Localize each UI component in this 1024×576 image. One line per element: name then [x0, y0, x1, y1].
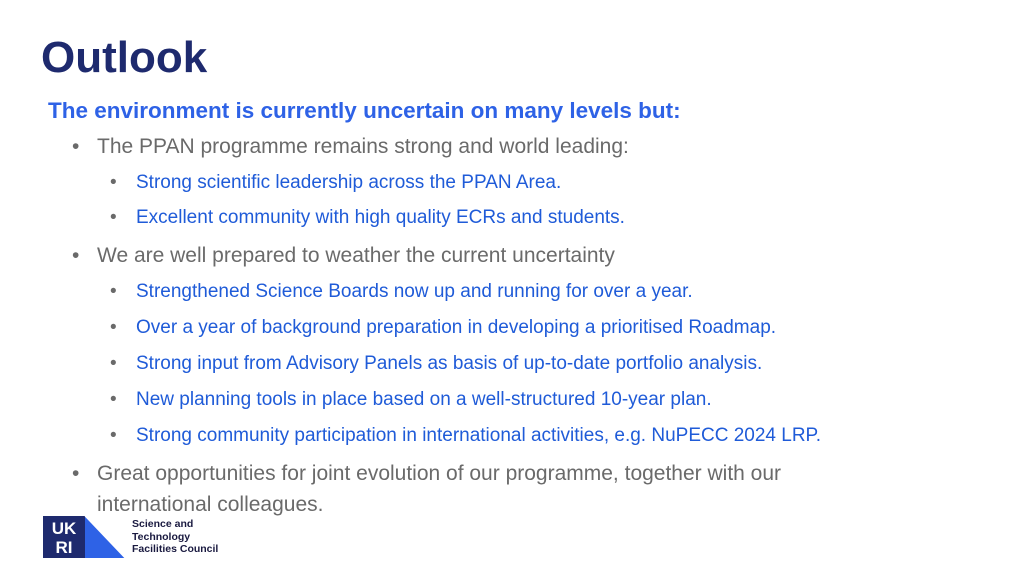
logo-text — [132, 518, 218, 556]
ukri-mark-top: UK — [51, 519, 77, 538]
sub-bullet-text: Strengthened Science Boards now up and running for over a year. — [136, 281, 693, 302]
bullet-text: The PPAN programme remains strong and world leading: — [97, 135, 629, 158]
sub-bullet-dot-icon: • — [110, 317, 117, 338]
sub-bullet-text: Over a year of background preparation in developing a prioritised Roadmap. — [136, 317, 777, 338]
ukri-mark-bottom: RI — [55, 538, 73, 557]
sub-bullet-dot-icon: • — [110, 281, 117, 302]
sub-bullet-text: New planning tools in place based on a well-structured 10-year plan. — [136, 389, 712, 410]
sub-bullet-text: Strong input from Advisory Panels as basis of up-to-date portfolio analysis. — [136, 353, 763, 374]
bullet-text: We are well prepared to weather the current uncertainty — [97, 244, 615, 267]
sub-bullet-dot-icon: • — [110, 425, 117, 446]
sub-bullet-dot-icon: • — [110, 353, 117, 374]
logo-line: Science and — [132, 518, 194, 530]
bullet-dot-icon: • — [72, 244, 80, 267]
slide-subtitle: The environment is currently uncertain on many levels but: — [48, 98, 681, 123]
bullet-dot-icon: • — [72, 462, 80, 485]
sub-bullet-text: Strong scientific leadership across the PPAN Area. — [136, 172, 562, 193]
sub-bullet-text: Strong community participation in international activities, e.g. NuPECC 2024 LRP. — [136, 425, 822, 446]
ukri-mark-icon — [43, 514, 125, 560]
logo-line: Facilities Council — [132, 543, 219, 555]
ukri-stfc-logo — [43, 514, 243, 560]
sub-bullet-dot-icon: • — [110, 207, 117, 228]
slide-title: Outlook — [41, 33, 208, 82]
sub-bullet-text: Excellent community with high quality ECRs and students. — [136, 207, 625, 228]
sub-bullet-dot-icon: • — [110, 389, 117, 410]
logo-line: Technology — [132, 530, 191, 543]
bullet-text: Great opportunities for joint evolution of our programme, together with our international colleagues. — [97, 462, 782, 516]
bullet-dot-icon: • — [72, 135, 80, 158]
sub-bullet-dot-icon: • — [110, 172, 117, 193]
